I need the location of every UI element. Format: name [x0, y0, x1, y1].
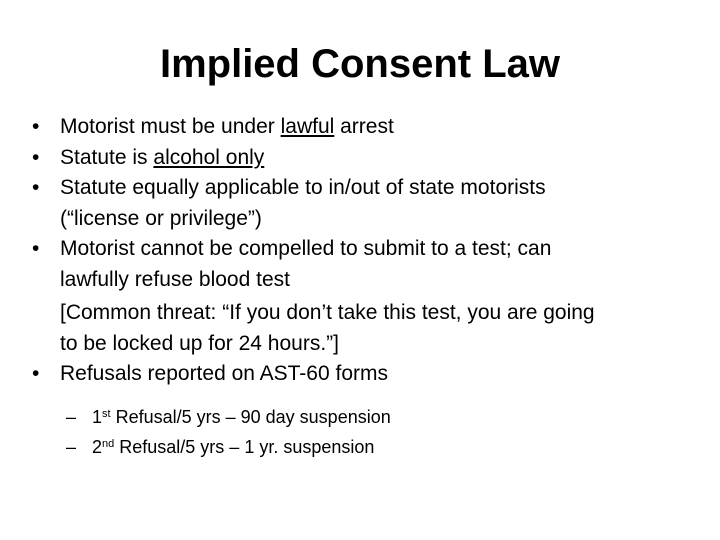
ordinal-suffix: st: [102, 407, 111, 420]
bullet-text: Motorist must be under: [60, 115, 281, 138]
bullet-item-refuse-test: [32, 234, 692, 295]
bullet-item-alcohol-only: [32, 143, 692, 174]
bullet-icon: •: [32, 237, 40, 260]
bullet-text: Refusals reported on AST-60 forms: [60, 362, 388, 385]
bullet-text: arrest: [334, 115, 394, 138]
sub-bullet-number: 2: [92, 436, 103, 457]
bullet-list: [32, 112, 692, 462]
sub-bullet-text: Refusal/5 yrs – 90 day suspension: [110, 406, 391, 427]
underlined-text: alcohol only: [153, 145, 265, 169]
bullet-text-line: Statute equally applicable to in/out of state motorists: [60, 176, 546, 199]
note-text-line: [Common threat: “If you don’t take this test, you are going: [60, 301, 595, 324]
sub-bullet-second-refusal: [32, 432, 692, 462]
bullet-text-line: (“license or privilege”): [60, 206, 262, 230]
sub-bullet-text: Refusal/5 yrs – 1 yr. suspension: [114, 436, 375, 457]
bullet-item-refusals-reported: [32, 359, 692, 462]
sub-bullet-first-refusal: [32, 402, 692, 432]
sub-bullet-list: [32, 402, 692, 462]
bullet-icon: •: [32, 176, 40, 199]
common-threat-note: [32, 298, 692, 359]
note-text-line: to be locked up for 24 hours.”]: [60, 331, 339, 355]
bullet-text-line: Motorist cannot be compelled to submit to a test; can: [60, 237, 552, 260]
bullet-icon: •: [32, 362, 40, 385]
bullet-icon: •: [32, 115, 40, 138]
bullet-icon: •: [32, 145, 40, 169]
dash-icon: –: [66, 406, 77, 427]
slide-title: Implied Consent Law: [159, 42, 561, 86]
sub-bullet-number: 1: [92, 406, 103, 427]
dash-icon: –: [66, 436, 77, 457]
bullet-text: Statute is: [60, 145, 154, 169]
bullet-text-line: lawfully refuse blood test: [60, 267, 290, 291]
bullet-item-lawful-arrest: [32, 112, 692, 143]
underlined-text: lawful: [280, 115, 335, 138]
ordinal-suffix: nd: [102, 437, 115, 450]
bullet-item-applicability: [32, 173, 692, 234]
